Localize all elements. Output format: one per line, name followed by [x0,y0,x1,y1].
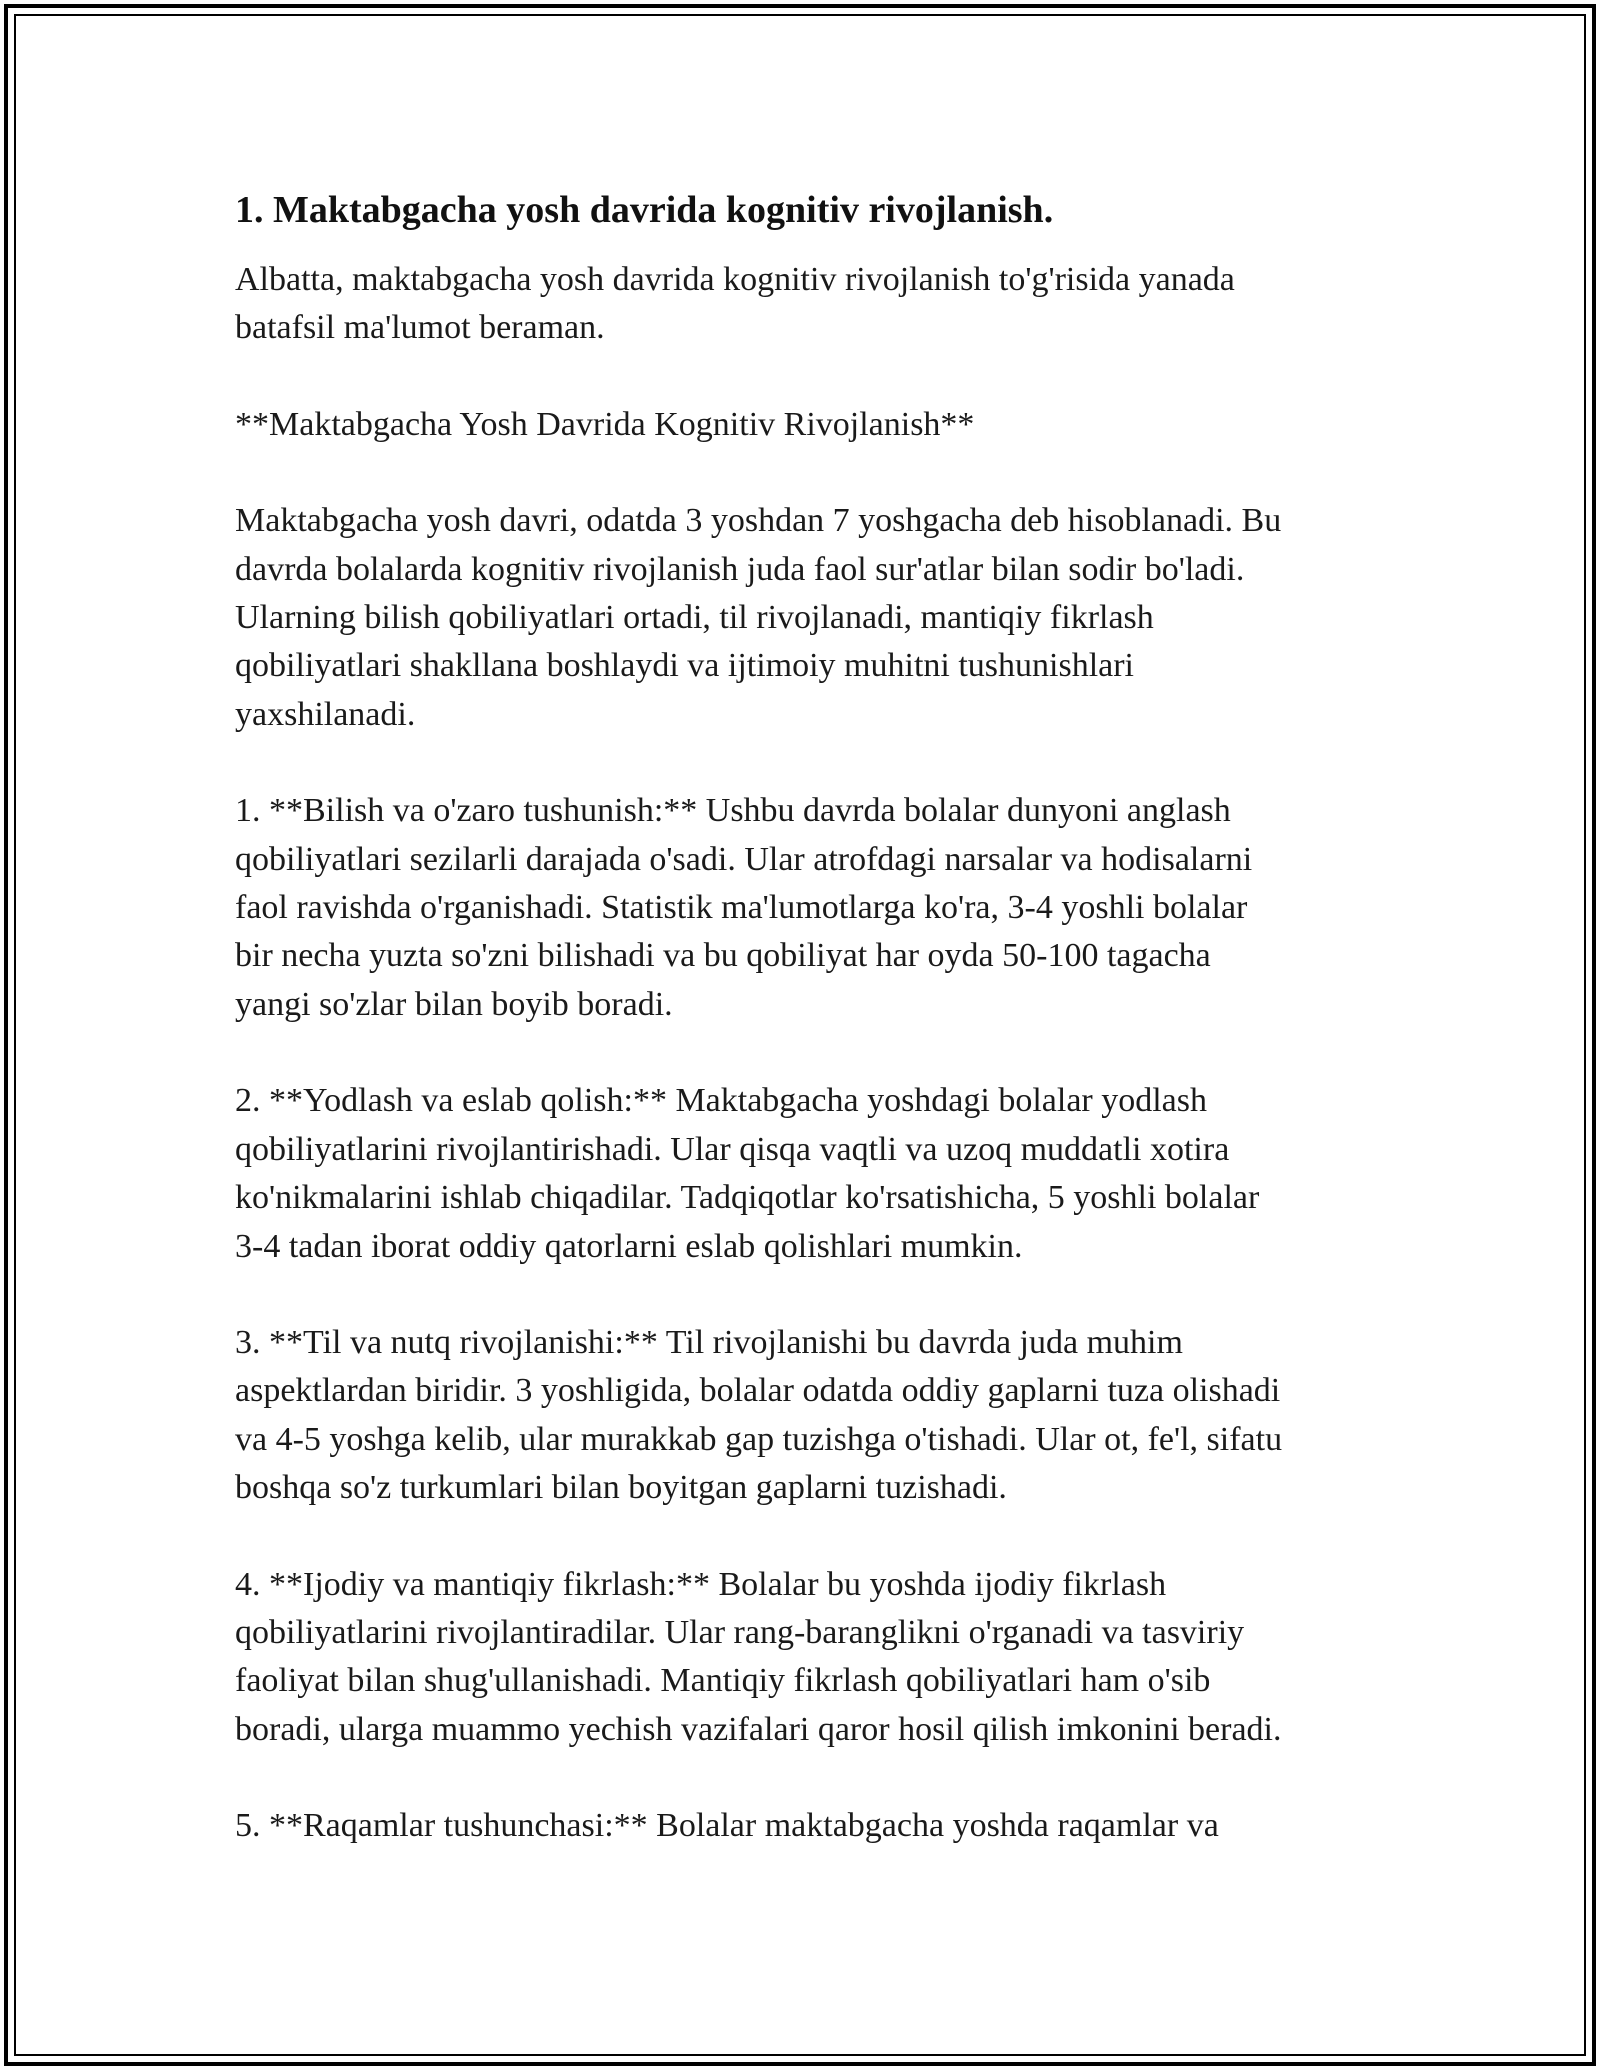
text-line: qobiliyatlari shakllana boshlaydi va ijtimoiy muhitni tushunishlari [235,647,1135,685]
text-line: batafsil ma'lumot beraman. [235,309,605,347]
list-item-2 [235,1077,1385,1271]
text-line: 1. **Bilish va o'zaro tushunish:** Ushbu davrda bolalar dunyoni anglash [235,792,1231,830]
text-line: Albatta, maktabgacha yosh davrida kognitiv rivojlanish to'g'risida yanada [235,261,1235,298]
text-line: qobiliyatlarini rivojlantiradilar. Ular rang-baranglikni o'rganadi va tasviriy [235,1613,1245,1651]
list-item-5 [235,1802,1385,1850]
text-line: yaxshilanadi. [235,695,416,733]
text-line: Maktabgacha yosh davri, odatda 3 yoshdan 7 yoshgacha deb hisoblanadi. Bu [235,502,1282,540]
list-item-4 [235,1561,1385,1755]
text-line: faol ravishda o'rganishadi. Statistik ma'lumotlarga ko'ra, 3-4 yoshli bolalar [235,889,1248,927]
text-line: yangi so'zlar bilan boyib boradi. [235,985,673,1023]
document-title: 1. Maktabgacha yosh davrida kognitiv rivojlanish. [235,189,1054,231]
text-line: boshqa so'z turkumlari bilan boyitgan gaplarni tuzishadi. [235,1469,1007,1507]
text-line: aspektlardan biridir. 3 yoshligida, bolalar odatda oddiy gaplarni tuza olishadi [235,1372,1281,1410]
document-body [235,186,1385,1899]
text-line: 3. **Til va nutq rivojlanishi:** Til rivojlanishi bu davrda juda muhim [235,1323,1183,1361]
text-line: boradi, ularga muammo yechish vazifalari qaror hosil qilish imkonini beradi. [235,1710,1282,1748]
paragraph-intro [235,256,1385,353]
text-line: 5. **Raqamlar tushunchasi:** Bolalar maktabgacha yoshda raqamlar va [235,1807,1219,1845]
text-line: 3-4 tadan iborat oddiy qatorlarni eslab qolishlari mumkin. [235,1227,1023,1265]
text-line: va 4-5 yoshga kelib, ular murakkab gap tuzishga o'tishadi. Ular ot, fe'l, sifatu [235,1420,1283,1458]
list-item-1 [235,787,1385,1029]
text-line: davrda bolalarda kognitiv rivojlanish juda faol sur'atlar bilan sodir bo'ladi. [235,550,1245,588]
paragraph-overview [235,497,1385,739]
list-item-3 [235,1319,1385,1513]
text-line: **Maktabgacha Yosh Davrida Kognitiv Rivojlanish** [235,405,975,443]
text-line: ko'nikmalarini ishlab chiqadilar. Tadqiqotlar ko'rsatishicha, 5 yoshli bolalar [235,1179,1260,1217]
paragraph-subheading [235,401,1385,449]
text-line: faoliyat bilan shug'ullanishadi. Mantiqiy fikrlash qobiliyatlari ham o'sib [235,1662,1211,1700]
text-line: qobiliyatlarini rivojlantirishadi. Ular qisqa vaqtli va uzoq muddatli xotira [235,1130,1230,1168]
text-line: 2. **Yodlash va eslab qolish:** Maktabgacha yoshdagi bolalar yodlash [235,1082,1208,1120]
text-line: qobiliyatlari sezilarli darajada o'sadi. Ular atrofdagi narsalar va hodisalarni [235,840,1253,878]
text-line: 4. **Ijodiy va mantiqiy fikrlash:** Bolalar bu yoshda ijodiy fikrlash [235,1565,1167,1603]
text-line: Ularning bilish qobiliyatlari ortadi, til rivojlanadi, mantiqiy fikrlash [235,599,1154,637]
text-line: bir necha yuzta so'zni bilishadi va bu qobiliyat har oyda 50-100 tagacha [235,937,1211,975]
